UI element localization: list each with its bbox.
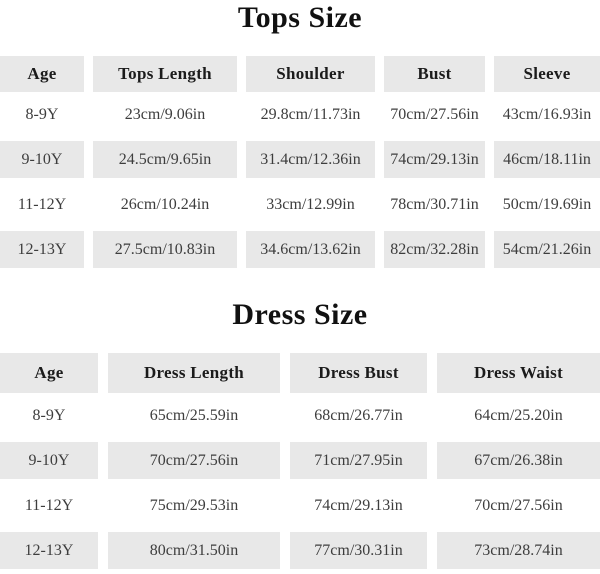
data-cell: 70cm/27.56in xyxy=(390,105,479,123)
tops-table-row xyxy=(0,137,600,182)
age-cell: 9-10Y xyxy=(0,137,84,182)
data-cell: 68cm/26.77in xyxy=(314,406,403,424)
dress-table-row xyxy=(0,528,600,573)
data-cell: 70cm/27.56in xyxy=(474,496,563,514)
data-cell: 27.5cm/10.83in xyxy=(93,227,237,272)
tops-header-row xyxy=(0,56,600,92)
age-cell: 12-13Y xyxy=(0,528,98,573)
data-cell: 26cm/10.24in xyxy=(120,195,210,213)
data-cell: 74cm/29.13in xyxy=(314,496,403,514)
age-cell: 8-9Y xyxy=(32,406,66,424)
tops-table-row xyxy=(0,227,600,272)
dress-header-row xyxy=(0,353,600,393)
dress-table-row xyxy=(0,483,600,528)
dress-table-row xyxy=(0,393,600,438)
age-cell: 11-12Y xyxy=(17,195,67,213)
dress-table-row xyxy=(0,438,600,483)
dress-size-title: Dress Size xyxy=(232,298,368,331)
data-cell: 54cm/21.26in xyxy=(494,227,600,272)
header-cell-dress-waist: Dress Waist xyxy=(437,353,600,393)
data-cell: 29.8cm/11.73in xyxy=(260,105,361,123)
age-cell: 8-9Y xyxy=(25,105,59,123)
data-cell: 80cm/31.50in xyxy=(108,528,280,573)
tops-size-table xyxy=(0,56,600,272)
data-cell: 73cm/28.74in xyxy=(437,528,600,573)
tops-size-title: Tops Size xyxy=(237,1,363,34)
data-cell: 74cm/29.13in xyxy=(384,137,485,182)
data-cell: 77cm/30.31in xyxy=(290,528,427,573)
tops-table-row xyxy=(0,92,600,137)
data-cell: 65cm/25.59in xyxy=(149,406,239,424)
data-cell: 34.6cm/13.62in xyxy=(246,227,375,272)
header-cell-age: Age xyxy=(0,56,84,92)
data-cell: 70cm/27.56in xyxy=(108,438,280,483)
header-cell-sleeve: Sleeve xyxy=(494,56,600,92)
header-cell-age: Age xyxy=(0,353,98,393)
data-cell: 78cm/30.71in xyxy=(390,195,479,213)
data-cell: 64cm/25.20in xyxy=(474,406,563,424)
data-cell: 33cm/12.99in xyxy=(266,195,355,213)
age-cell: 12-13Y xyxy=(0,227,84,272)
data-cell: 43cm/16.93in xyxy=(502,105,592,123)
header-cell-shoulder: Shoulder xyxy=(246,56,375,92)
data-cell: 75cm/29.53in xyxy=(149,496,239,514)
data-cell: 82cm/32.28in xyxy=(384,227,485,272)
data-cell: 71cm/27.95in xyxy=(290,438,427,483)
age-cell: 9-10Y xyxy=(0,438,98,483)
data-cell: 24.5cm/9.65in xyxy=(93,137,237,182)
data-cell: 31.4cm/12.36in xyxy=(246,137,375,182)
data-cell: 23cm/9.06in xyxy=(124,105,206,123)
dress-size-table xyxy=(0,353,600,573)
data-cell: 50cm/19.69in xyxy=(502,195,592,213)
tops-table-row xyxy=(0,182,600,227)
header-cell-tops-length: Tops Length xyxy=(93,56,237,92)
header-cell-dress-length: Dress Length xyxy=(108,353,280,393)
age-cell: 11-12Y xyxy=(24,496,74,514)
header-cell-bust: Bust xyxy=(384,56,485,92)
header-cell-dress-bust: Dress Bust xyxy=(290,353,427,393)
data-cell: 46cm/18.11in xyxy=(494,137,600,182)
data-cell: 67cm/26.38in xyxy=(437,438,600,483)
